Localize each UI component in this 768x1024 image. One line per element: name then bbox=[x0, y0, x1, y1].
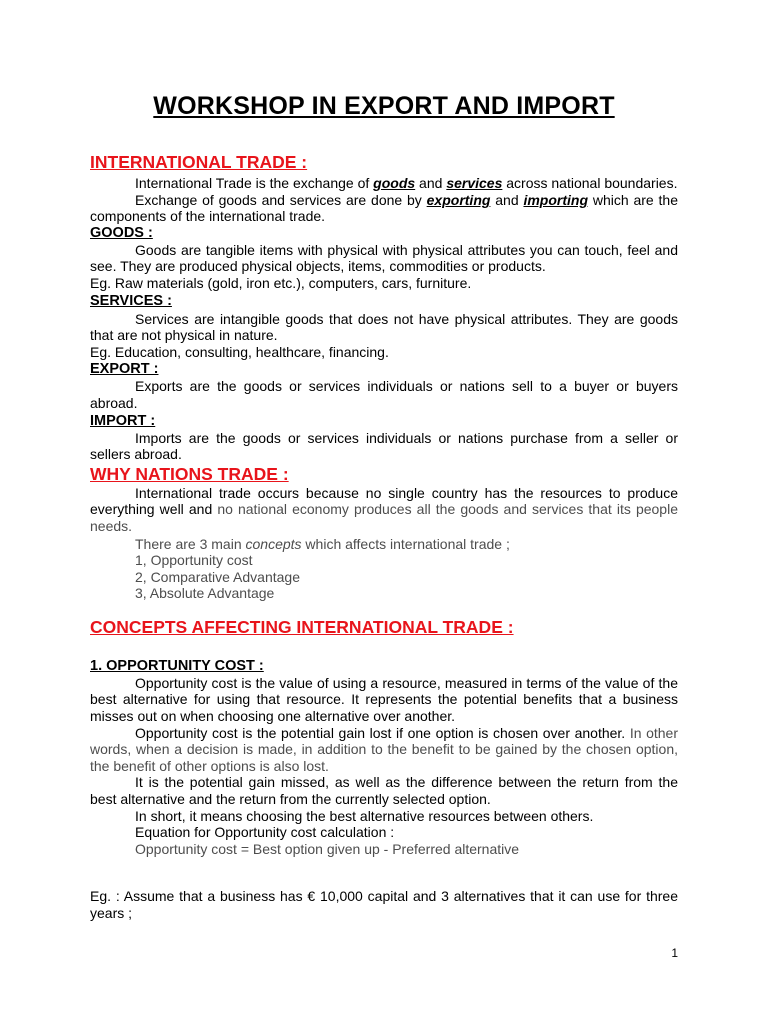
opportunity-cost-equation: Opportunity cost = Best option given up - Preferred alternative bbox=[135, 840, 520, 857]
import-definition: Imports are the goods or services individuals or nations purchase from a seller or sellers abroad. bbox=[90, 429, 678, 463]
heading-concepts: CONCEPTS AFFECTING INTERNATIONAL TRADE : bbox=[90, 616, 514, 637]
heading-export: EXPORT : bbox=[90, 361, 159, 378]
export-definition: Exports are the goods or services individuals or nations sell to a buyer or buyers abroad. bbox=[90, 378, 678, 411]
list-item: 2, Comparative Advantage bbox=[135, 568, 300, 585]
keyword-importing: importing bbox=[523, 191, 588, 208]
heading-import: IMPORT : bbox=[90, 412, 156, 429]
document-title: WORKSHOP IN EXPORT AND IMPORT bbox=[153, 92, 615, 120]
heading-services: SERVICES : bbox=[90, 292, 172, 309]
opportunity-cost-summary: In short, it means choosing the best alternative resources between others. bbox=[135, 807, 594, 824]
services-definition: Services are intangible goods that does not have physical attributes. They are goods that are not physical in nature. bbox=[90, 310, 678, 344]
heading-opportunity-cost: 1. OPPORTUNITY COST : bbox=[90, 657, 264, 674]
document-body bbox=[90, 152, 678, 922]
opportunity-cost-definition: Opportunity cost is the value of using a resource, measured in terms of the value of the best alternative for using that resource. It represents the potential benefits that a business misses out on when choosing one alternative over another. bbox=[90, 674, 678, 725]
heading-international-trade: INTERNATIONAL TRADE : bbox=[90, 152, 308, 172]
international-trade-components: Exchange of goods and services are done by exporting and importing which are the components of the international trade. bbox=[90, 191, 678, 225]
keyword-services: services bbox=[446, 175, 503, 191]
list-item: 3, Absolute Advantage bbox=[135, 585, 275, 602]
opportunity-cost-difference: It is the potential gain missed, as well as the difference between the return from the best alternative and the return from the currently selected option. bbox=[90, 774, 678, 808]
page-number: 1 bbox=[671, 946, 678, 960]
international-trade-definition: International Trade is the exchange of goods and services across national boundaries. bbox=[135, 175, 678, 191]
goods-example: Eg. Raw materials (gold, iron etc.), computers, cars, furniture. bbox=[90, 274, 472, 291]
services-example: Eg. Education, consulting, healthcare, financing. bbox=[90, 343, 389, 360]
goods-definition: Goods are tangible items with physical with physical attributes you can touch, feel and see. They are produced physical objects, items, commodities or products. bbox=[90, 241, 678, 275]
opportunity-cost-equation-label: Equation for Opportunity cost calculation : bbox=[135, 824, 395, 841]
keyword-goods: goods bbox=[373, 175, 416, 191]
why-nations-trade-text: International trade occurs because no single country has the resources to produce everything well and no national economy produces all the goods and services that its people needs. bbox=[90, 484, 678, 534]
list-item: 1, Opportunity cost bbox=[135, 552, 253, 569]
opportunity-cost-example: Eg. : Assume that a business has € 10,000 capital and 3 alternatives that it can use for three years ; bbox=[90, 888, 678, 921]
concepts-intro: There are 3 main concepts which affects international trade ; bbox=[135, 535, 510, 552]
heading-why-nations-trade: WHY NATIONS TRADE : bbox=[90, 463, 289, 484]
heading-goods: GOODS : bbox=[90, 224, 153, 241]
keyword-exporting: exporting bbox=[426, 191, 491, 208]
opportunity-cost-gain-lost: Opportunity cost is the potential gain lost if one option is chosen over another. In other words, when a decision is made, in addition to the benefit to be gained by the chosen option, the benefit of other options is also lost. bbox=[90, 724, 678, 774]
